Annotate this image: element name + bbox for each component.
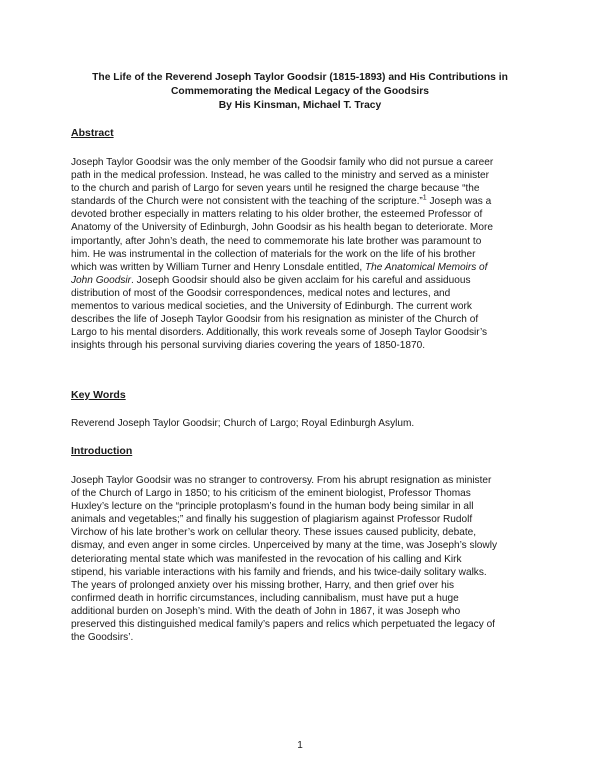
abstract-heading: Abstract: [71, 127, 114, 139]
text-line: Joseph Taylor Goodsir was the only member of the Goodsir family who did not pursue a career: [71, 157, 494, 168]
text-line: to the church and parish of Largo for seven years until he resigned the charge because “the: [71, 183, 480, 195]
text-line: the Goodsirs’.: [71, 632, 134, 644]
text-line: Joseph Taylor Goodsir was no stranger to controversy. From his abrupt resignation as minister: [71, 475, 492, 486]
text-line: path in the medical profession. Instead, he was called to the ministry and served as a minister: [71, 170, 489, 182]
text-line: The years of prolonged anxiety over his missing brother, Harry, and then grief over his: [71, 579, 455, 591]
text-line: animals and vegetables;” and finally his suggestion of plagiarism against Professor Rudolf: [71, 514, 473, 526]
text-line: John Goodsir. Joseph Goodsir should also be given acclaim for his careful and assiduous: [71, 274, 471, 286]
text-line: importantly, after John’s death, the need to commemorate his late brother was paramount to: [71, 235, 482, 247]
text-line: deteriorating mental state which was manifested in the revocation of his calling and Kirk: [71, 553, 462, 565]
text-line: devoted brother especially in matters relating to his older brother, the esteemed Professor of: [71, 209, 483, 221]
text-line: him. He was instrumental in the collection of materials for the work on the life of his brother: [71, 248, 476, 260]
text-line: Largo to his mental disorders. Additionally, this work reveals some of Joseph Taylor Goodsir’s: [71, 327, 488, 339]
text-line: of the Church of Largo in 1850; to his criticism of the eminent biologist, Professor Thomas: [71, 488, 471, 500]
text-line: preserved this distinguished medical family’s papers and relics which perpetuated the legacy of: [71, 619, 495, 631]
text-line: additional burden on Joseph’s mind. With the death of John in 1867, it was Joseph who: [71, 605, 461, 617]
text-line: distribution of most of the Goodsir correspondences, medical notes and lectures, and: [71, 287, 451, 299]
text-line: mementos to various medical societies, and the University of Edinburgh. The current work: [71, 301, 472, 313]
text-line: which was written by William Turner and Henry Lonsdale entitled, The Anatomical Memoirs of: [71, 261, 488, 273]
text-line: standards of the Church were not consistent with the teaching of the scripture.”$^1$ Joseph was a: [71, 194, 492, 208]
text-line: Virchow of his late brother’s work on cellular theory. These issues caused publicity, debate,: [71, 527, 477, 539]
page-number: 1: [297, 740, 303, 751]
text-line: insights through his personal surviving diaries covering the years of 1850-1870.: [71, 340, 426, 352]
text-line: describes the life of Joseph Taylor Goodsir from his resignation as minister of the Church of: [71, 314, 479, 326]
text-line: stipend, his variable interactions with his family and friends, and his twice-daily solitary walks.: [71, 566, 487, 578]
book-title: The Anatomical Memoirs of: [364, 261, 488, 273]
paper-title: [60, 71, 540, 113]
title-line: Commemorating the Medical Legacy of the Goodsirs: [170, 86, 430, 97]
introduction-heading: Introduction: [71, 445, 133, 457]
footnote-marker[interactable]: 1: [422, 194, 427, 202]
abstract-text: [71, 156, 541, 352]
introduction-text: [71, 474, 541, 644]
author-line: By His Kinsman, Michael T. Tracy: [218, 100, 382, 111]
title-line: The Life of the Reverend Joseph Taylor Goodsir (1815-1893) and His Contributions in: [92, 72, 508, 83]
keywords-heading: Key Words: [71, 389, 126, 401]
keywords-text: [71, 417, 541, 430]
text-line: Reverend Joseph Taylor Goodsir; Church of Largo; Royal Edinburgh Asylum.: [71, 418, 415, 429]
text-line: Huxley’s lecture on the “principle protoplasm’s found in the human body being similar in all: [71, 501, 474, 513]
text-line: confirmed death in horrific circumstances, including cannibalism, must have put a huge: [71, 592, 459, 604]
text-line: dismay, and even anger in some circles. Unperceived by many at the time, was Joseph’s slowly: [71, 540, 498, 552]
text-line: Anatomy of the University of Edinburgh, John Goodsir as his health began to deteriorate. More: [71, 222, 493, 234]
book-title: John Goodsir: [71, 274, 132, 286]
